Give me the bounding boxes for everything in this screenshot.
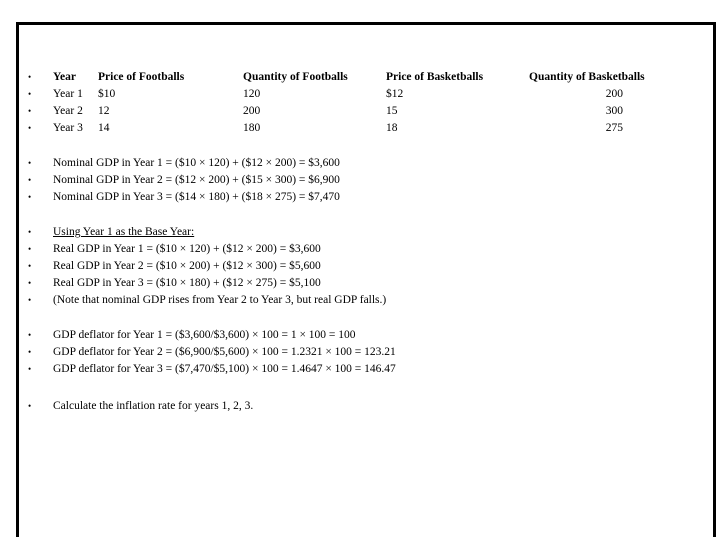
- cell-price-basketballs: 18: [386, 122, 398, 134]
- nominal-gdp-year-3: Nominal GDP in Year 3 = ($14 × 180) + ($18 × 275) = $7,470: [53, 191, 340, 203]
- real-gdp-note: (Note that nominal GDP rises from Year 2 to Year 3, but real GDP falls.): [53, 294, 387, 306]
- bullet: •: [28, 89, 32, 99]
- table-row: [19, 86, 709, 103]
- real-gdp-line: [19, 275, 709, 292]
- cell-quantity-basketballs: 275: [605, 122, 623, 134]
- bullet: •: [28, 330, 32, 340]
- cell-quantity-basketballs: 300: [605, 105, 623, 117]
- nominal-gdp-year-1: Nominal GDP in Year 1 = ($10 × 120) + ($12 × 200) = $3,600: [53, 157, 340, 169]
- bullet: •: [28, 106, 32, 116]
- bullet: •: [28, 261, 32, 271]
- deflator-line: [19, 361, 709, 378]
- header-quantity-basketballs: Quantity of Basketballs: [529, 71, 645, 83]
- cell-quantity-footballs: 180: [243, 122, 261, 134]
- header-price-basketballs: Price of Basketballs: [386, 71, 484, 83]
- bullet: •: [28, 72, 32, 82]
- bullet: •: [28, 278, 32, 288]
- real-gdp-year-2: Real GDP in Year 2 = ($10 × 200) + ($12 × 300) = $5,600: [53, 260, 321, 272]
- cell-quantity-footballs: 200: [243, 105, 261, 117]
- real-gdp-year-1: Real GDP in Year 1 = ($10 × 120) + ($12 × 200) = $3,600: [53, 243, 321, 255]
- real-gdp-line: [19, 241, 709, 258]
- bullet: •: [28, 123, 32, 133]
- bullet: •: [28, 295, 32, 305]
- bullet: •: [28, 244, 32, 254]
- task-line: [19, 398, 709, 415]
- cell-quantity-basketballs: 200: [605, 88, 623, 100]
- cell-price-basketballs: 15: [386, 105, 398, 117]
- table-header-row: [19, 69, 709, 86]
- cell-price-footballs: $10: [98, 88, 116, 100]
- slide: [16, 22, 716, 537]
- cell-price-footballs: 12: [98, 105, 110, 117]
- cell-year: Year 1: [53, 88, 83, 100]
- real-gdp-year-3: Real GDP in Year 3 = ($10 × 180) + ($12 × 275) = $5,100: [53, 277, 321, 289]
- header-quantity-footballs: Quantity of Footballs: [243, 71, 348, 83]
- deflator-year-3: GDP deflator for Year 3 = ($7,470/$5,100) × 100 = 1.4647 × 100 = 146.47: [53, 363, 396, 375]
- real-gdp-line: [19, 258, 709, 275]
- cell-year: Year 3: [53, 122, 83, 134]
- bullet: •: [28, 347, 32, 357]
- nominal-gdp-line: [19, 189, 709, 206]
- real-gdp-note-line: [19, 292, 709, 309]
- deflator-line: [19, 327, 709, 344]
- inflation-task: Calculate the inflation rate for years 1, 2, 3.: [53, 400, 254, 412]
- table-row: [19, 120, 709, 137]
- bullet: •: [28, 401, 32, 411]
- bullet: •: [28, 158, 32, 168]
- bullet: •: [28, 175, 32, 185]
- cell-price-footballs: 14: [98, 122, 110, 134]
- cell-year: Year 2: [53, 105, 83, 117]
- header-year: Year: [53, 71, 76, 83]
- nominal-gdp-line: [19, 155, 709, 172]
- deflator-line: [19, 344, 709, 361]
- bullet: •: [28, 364, 32, 374]
- bullet: •: [28, 192, 32, 202]
- real-gdp-heading-line: [19, 224, 709, 241]
- nominal-gdp-year-2: Nominal GDP in Year 2 = ($12 × 200) + ($15 × 300) = $6,900: [53, 174, 340, 186]
- cell-quantity-footballs: 120: [243, 88, 261, 100]
- deflator-year-1: GDP deflator for Year 1 = ($3,600/$3,600) × 100 = 1 × 100 = 100: [53, 329, 356, 341]
- nominal-gdp-line: [19, 172, 709, 189]
- deflator-year-2: GDP deflator for Year 2 = ($6,900/$5,600) × 100 = 1.2321 × 100 = 123.21: [53, 346, 396, 358]
- cell-price-basketballs: $12: [386, 88, 404, 100]
- table-row: [19, 103, 709, 120]
- real-gdp-heading: Using Year 1 as the Base Year:: [53, 226, 195, 238]
- header-price-footballs: Price of Footballs: [98, 71, 185, 83]
- bullet: •: [28, 227, 32, 237]
